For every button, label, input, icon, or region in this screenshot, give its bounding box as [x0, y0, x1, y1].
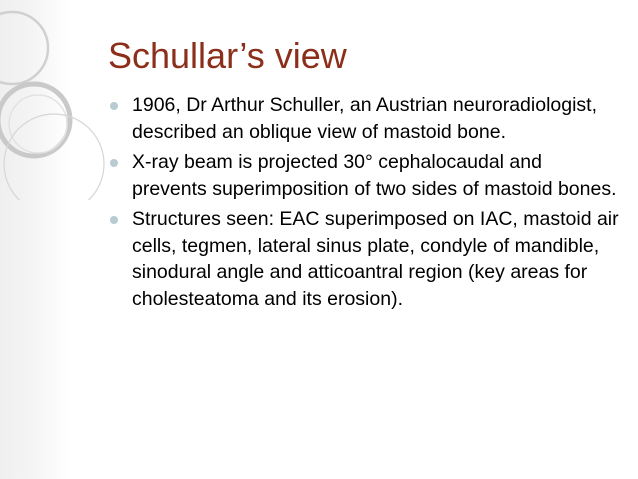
- bullet-item: [107, 206, 622, 312]
- slide-title: Schullar’s view: [108, 35, 347, 76]
- left-decorative-band: [0, 0, 70, 479]
- bullet-text: X-ray beam is projected 30° cephalocaudal and prevents superimposition of two sides of mastoid bones.: [132, 151, 617, 200]
- bullet-dot-icon: [110, 159, 118, 167]
- bullet-dot-icon: [110, 216, 118, 224]
- bullet-dot-icon: [110, 102, 118, 110]
- bullet-item: [107, 149, 622, 202]
- bullet-list: [107, 92, 622, 316]
- bullet-item: [107, 92, 622, 145]
- bullet-text: 1906, Dr Arthur Schuller, an Austrian neuroradiologist, described an oblique view of mastoid bone.: [132, 94, 598, 143]
- bullet-text: Structures seen: EAC superimposed on IAC, mastoid air cells, tegmen, lateral sinus plate, condyle of mandible, sinodural angle and atticoantral region (key areas for cholesteatoma and its erosion).: [132, 208, 619, 310]
